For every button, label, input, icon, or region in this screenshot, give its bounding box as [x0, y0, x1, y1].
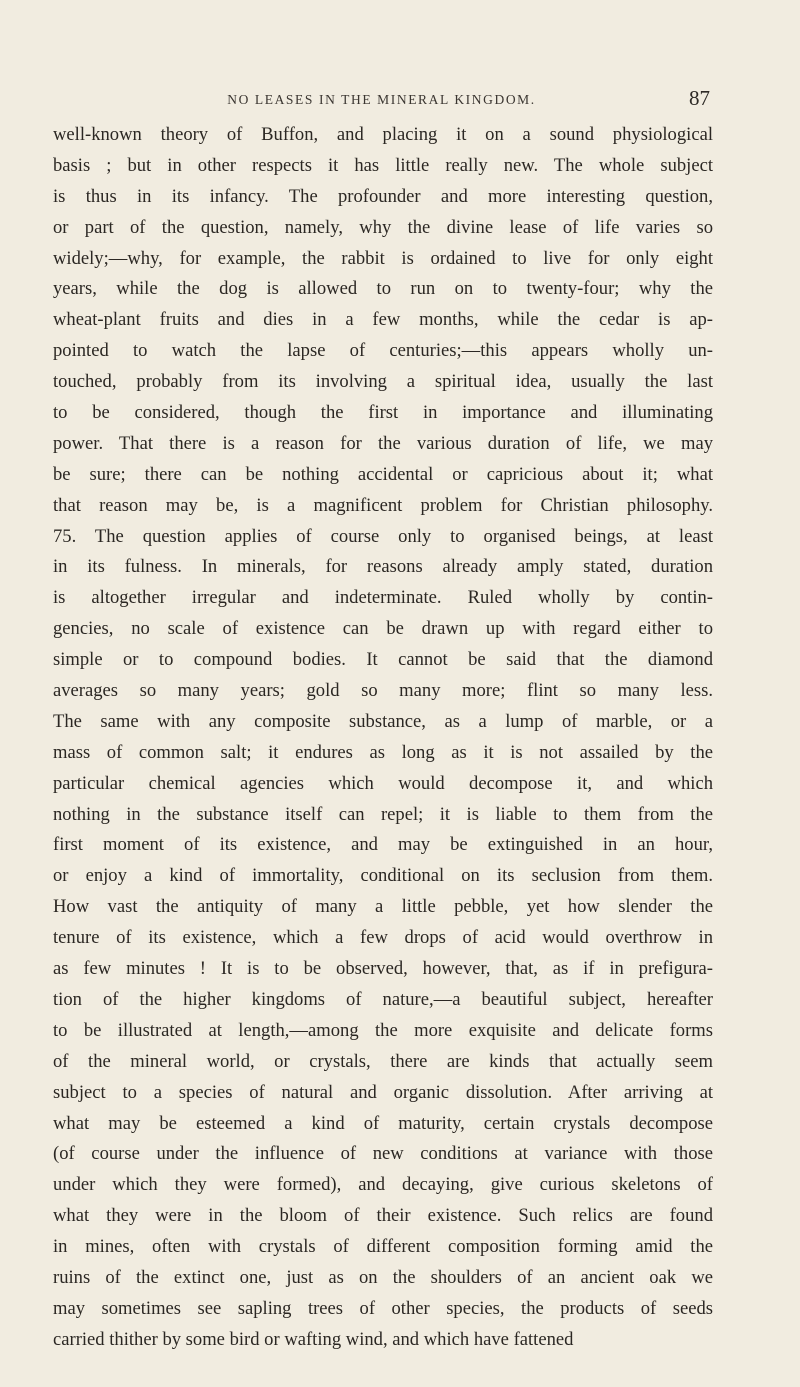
- text-line: to be illustrated at length,—among the more exquisite and delicate forms: [53, 1019, 713, 1041]
- text-line: well-known theory of Buffon, and placing it on a sound physiological: [53, 124, 713, 145]
- text-line: tion of the higher kingdoms of nature,—a beautiful subject, hereafter: [53, 988, 713, 1010]
- text-line: first moment of its existence, and may be extinguished in an hour,: [53, 834, 713, 856]
- text-line: particular chemical agencies which would decompose it, and which: [53, 772, 713, 794]
- text-line: How vast the antiquity of many a little pebble, yet how slender the: [53, 896, 713, 918]
- text-line: be sure; there can be nothing accidental or capricious about it; what: [53, 463, 713, 485]
- text-line: ruins of the extinct one, just as on the shoulders of an ancient oak we: [53, 1266, 713, 1288]
- text-line: what may be esteemed a kind of maturity, certain crystals decompose: [53, 1112, 713, 1134]
- running-head: NO LEASES IN THE MINERAL KINGDOM.: [227, 92, 536, 107]
- text-line: pointed to watch the lapse of centuries;—this appears wholly un-: [53, 340, 713, 362]
- text-line: tenure of its existence, which a few drops of acid would overthrow in: [53, 927, 713, 949]
- text-line: (of course under the influence of new conditions at variance with those: [53, 1143, 713, 1165]
- text-line: The same with any composite substance, as a lump of marble, or a: [53, 710, 713, 732]
- text-line: carried thither by some bird or wafting wind, and which have fattened: [53, 1328, 574, 1350]
- text-line: gencies, no scale of existence can be drawn up with regard either to: [53, 618, 713, 640]
- text-line: in mines, often with crystals of different composition forming amid the: [53, 1236, 713, 1258]
- text-line: or enjoy a kind of immortality, conditional on its seclusion from them.: [53, 865, 713, 887]
- text-line: 75. The question applies of course only to organised beings, at least: [53, 525, 713, 547]
- text-line: touched, probably from its involving a spiritual idea, usually the last: [53, 371, 713, 393]
- text-line: what they were in the bloom of their existence. Such relics are found: [53, 1205, 713, 1227]
- page-number: 87: [689, 86, 710, 110]
- text-line: that reason may be, is a magnificent problem for Christian philosophy.: [53, 494, 713, 516]
- text-line: subject to a species of natural and organic dissolution. After arriving at: [53, 1081, 713, 1103]
- text-line: under which they were formed), and decaying, give curious skeletons of: [53, 1174, 713, 1196]
- text-line: is thus in its infancy. The profounder and more interesting question,: [53, 185, 713, 207]
- text-line: simple or to compound bodies. It cannot be said that the diamond: [53, 649, 713, 671]
- text-line: averages so many years; gold so many more; flint so many less.: [53, 680, 713, 702]
- text-line: widely;—why, for example, the rabbit is ordained to live for only eight: [53, 247, 713, 269]
- page-header: [53, 86, 710, 112]
- text-line: power. That there is a reason for the various duration of life, we may: [53, 432, 713, 454]
- text-line: of the mineral world, or crystals, there are kinds that actually seem: [53, 1050, 713, 1072]
- text-line: as few minutes ! It is to be observed, however, that, as if in prefigura-: [53, 958, 713, 980]
- text-line: mass of common salt; it endures as long as it is not assailed by the: [53, 741, 713, 763]
- text-line: may sometimes see sapling trees of other species, the products of seeds: [53, 1297, 713, 1319]
- body-text: [53, 120, 713, 1356]
- text-line: to be considered, though the first in importance and illuminating: [53, 402, 713, 424]
- text-line: basis ; but in other respects it has little really new. The whole subject: [53, 154, 713, 176]
- text-line: or part of the question, namely, why the divine lease of life varies so: [53, 216, 713, 238]
- text-line: years, while the dog is allowed to run on to twenty-four; why the: [53, 278, 713, 300]
- text-line: wheat-plant fruits and dies in a few months, while the cedar is ap-: [53, 309, 713, 331]
- text-line: nothing in the substance itself can repel; it is liable to them from the: [53, 803, 713, 825]
- text-line: in its fulness. In minerals, for reasons already amply stated, duration: [53, 556, 713, 578]
- text-line: is altogether irregular and indeterminate. Ruled wholly by contin-: [53, 587, 713, 609]
